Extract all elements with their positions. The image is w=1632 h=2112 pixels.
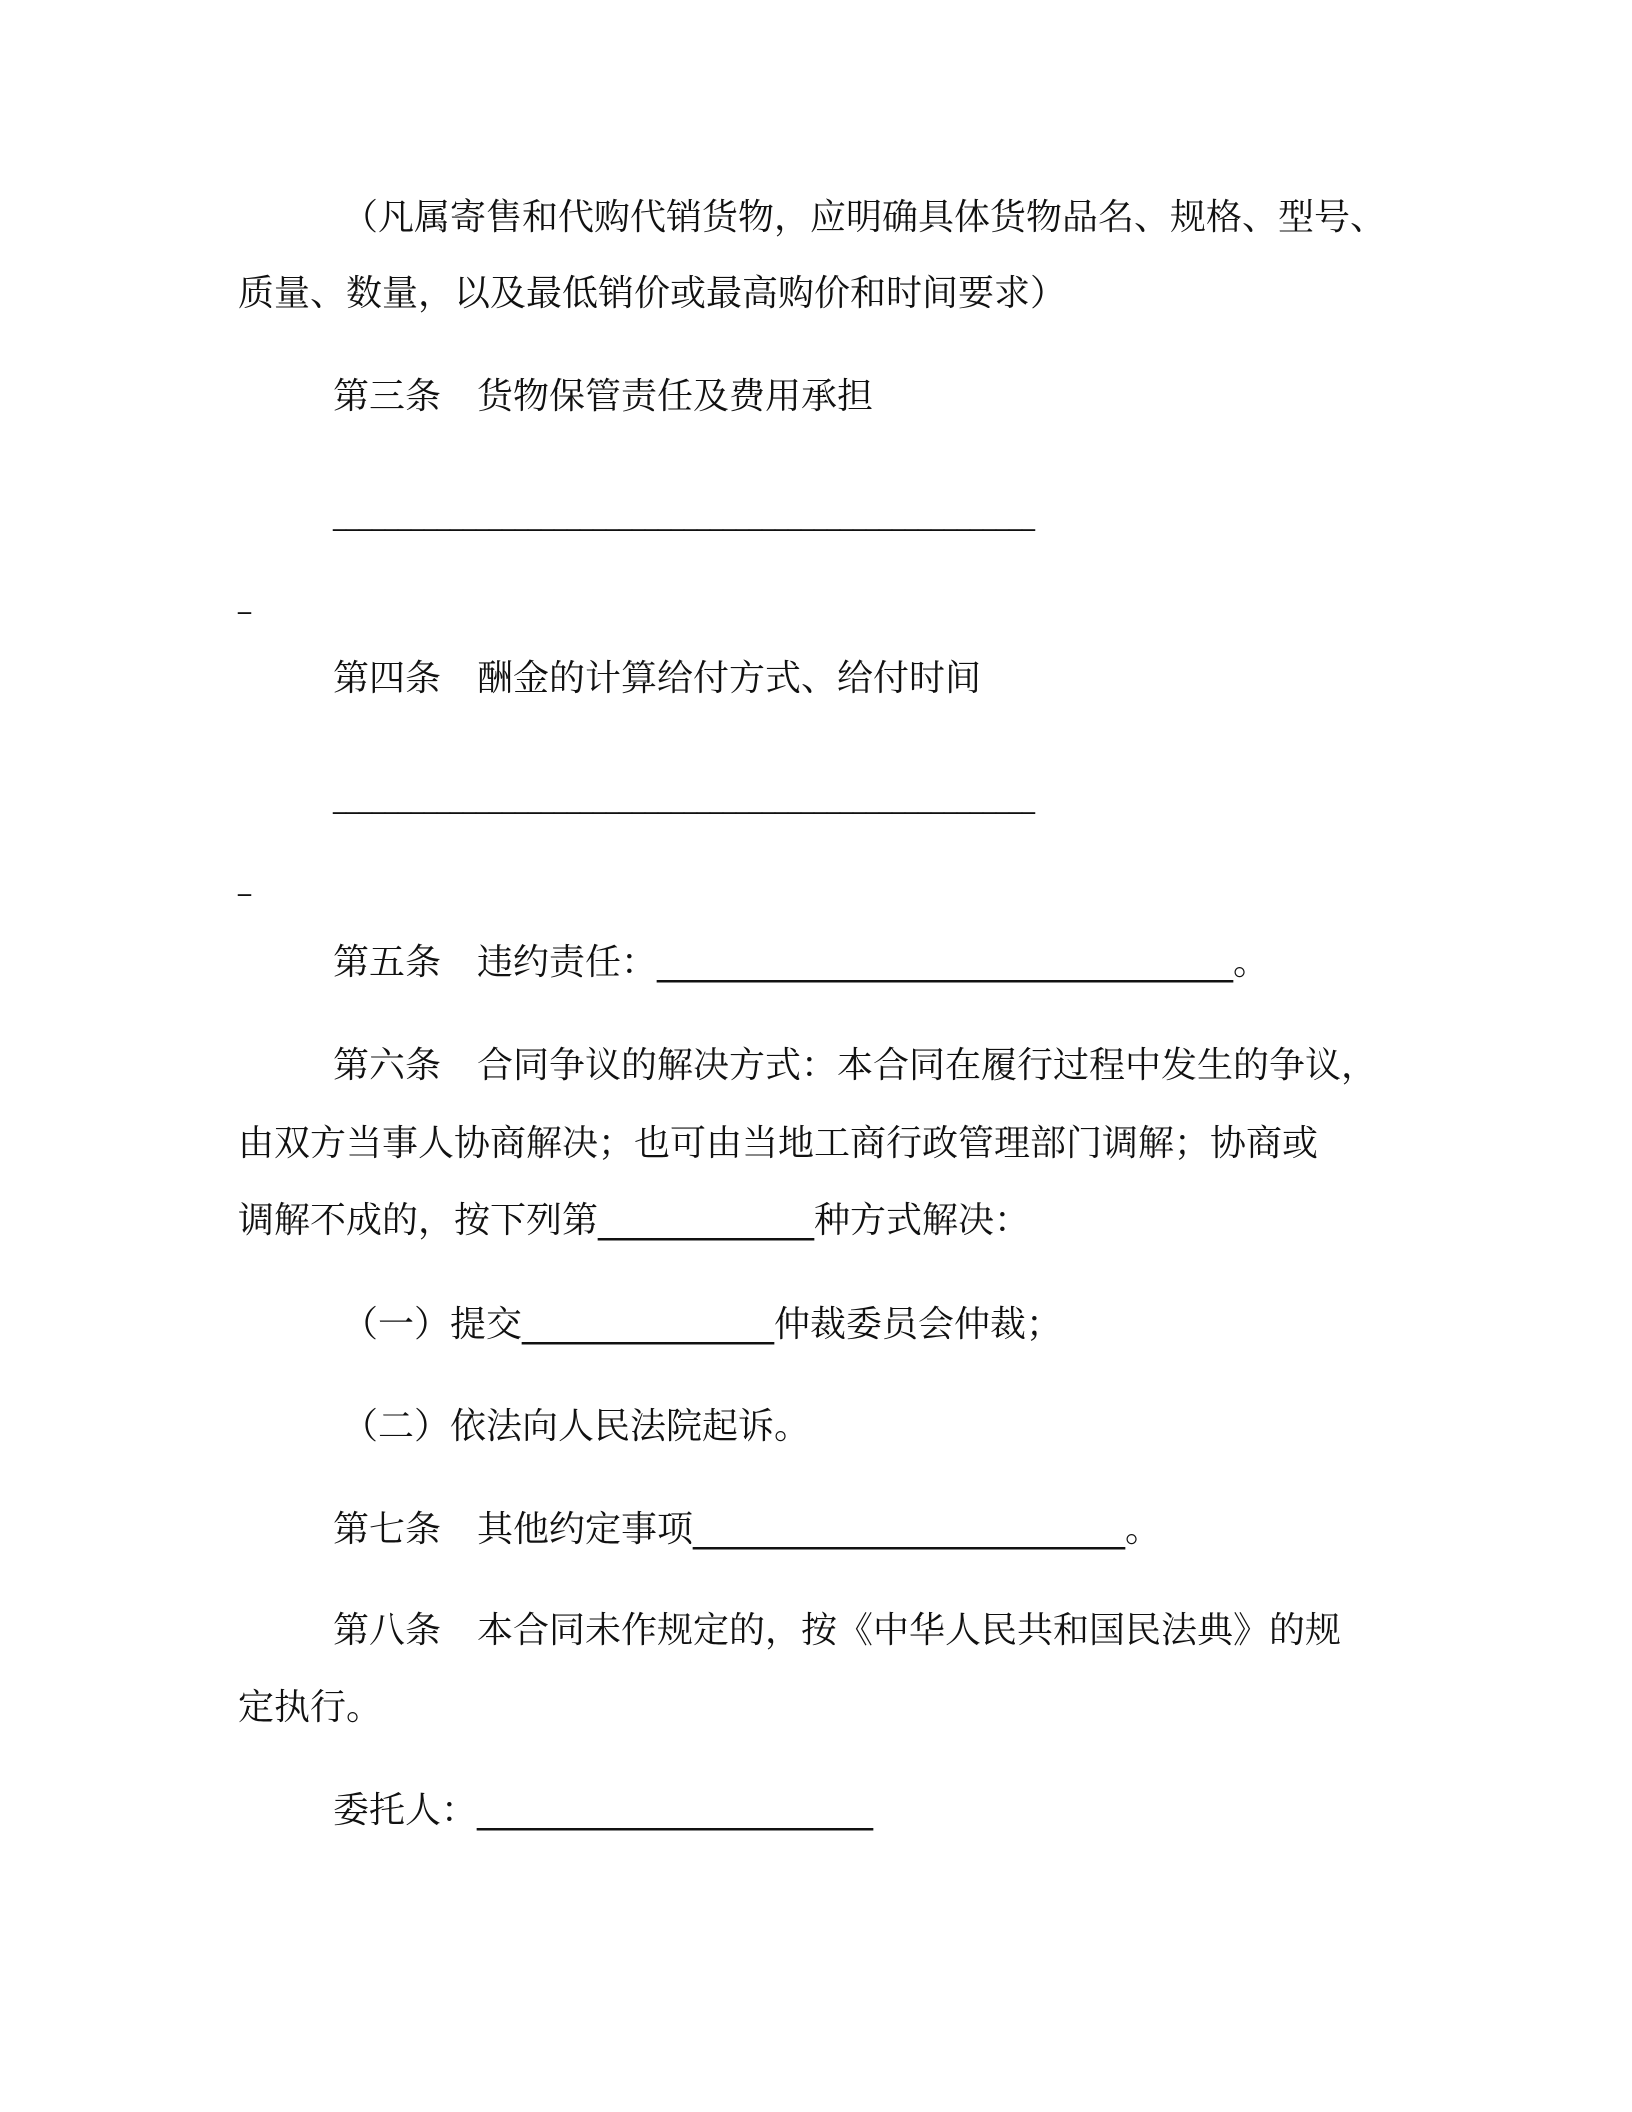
article-3-heading: 第三条 货物保管责任及费用承担 (333, 376, 874, 417)
option-2: （二）依法向人民法院起诉。 (342, 1406, 811, 1447)
article-3-blank-cont: _ (238, 585, 251, 615)
article-6-line-3: 调解不成的，按下列第____________种方式解决： (238, 1200, 1031, 1241)
article-8-line-1: 第八条 本合同未作规定的，按《中华人民共和国民法典》的规 (333, 1610, 1342, 1651)
article-3-blank: ______________________________________________________ (333, 502, 1035, 532)
option-1: （一）提交______________仲裁委员会仲裁； (342, 1304, 1063, 1345)
article-8-line-2: 定执行。 (238, 1687, 383, 1728)
article-4-blank: ______________________________________________________ (333, 785, 1035, 815)
principal-signature-line: 委托人：______________________ (333, 1790, 874, 1831)
article-4-blank-cont: _ (238, 867, 251, 897)
article-6-line-2: 由双方当事人协商解决；也可由当地工商行政管理部门调解；协商或 (238, 1123, 1319, 1164)
article-6-line-1: 第六条 合同争议的解决方式：本合同在履行过程中发生的争议， (333, 1045, 1378, 1086)
article-5: 第五条 违约责任：________________________________。 (333, 942, 1270, 983)
note-line-2: 质量、数量，以及最低销价或最高购价和时间要求） (238, 273, 1067, 314)
article-7: 第七条 其他约定事项________________________。 (333, 1509, 1162, 1550)
article-4-heading: 第四条 酬金的计算给付方式、给付时间 (333, 658, 982, 699)
note-line-1: （凡属寄售和代购代销货物，应明确具体货物品名、规格、型号、 (342, 197, 1387, 238)
